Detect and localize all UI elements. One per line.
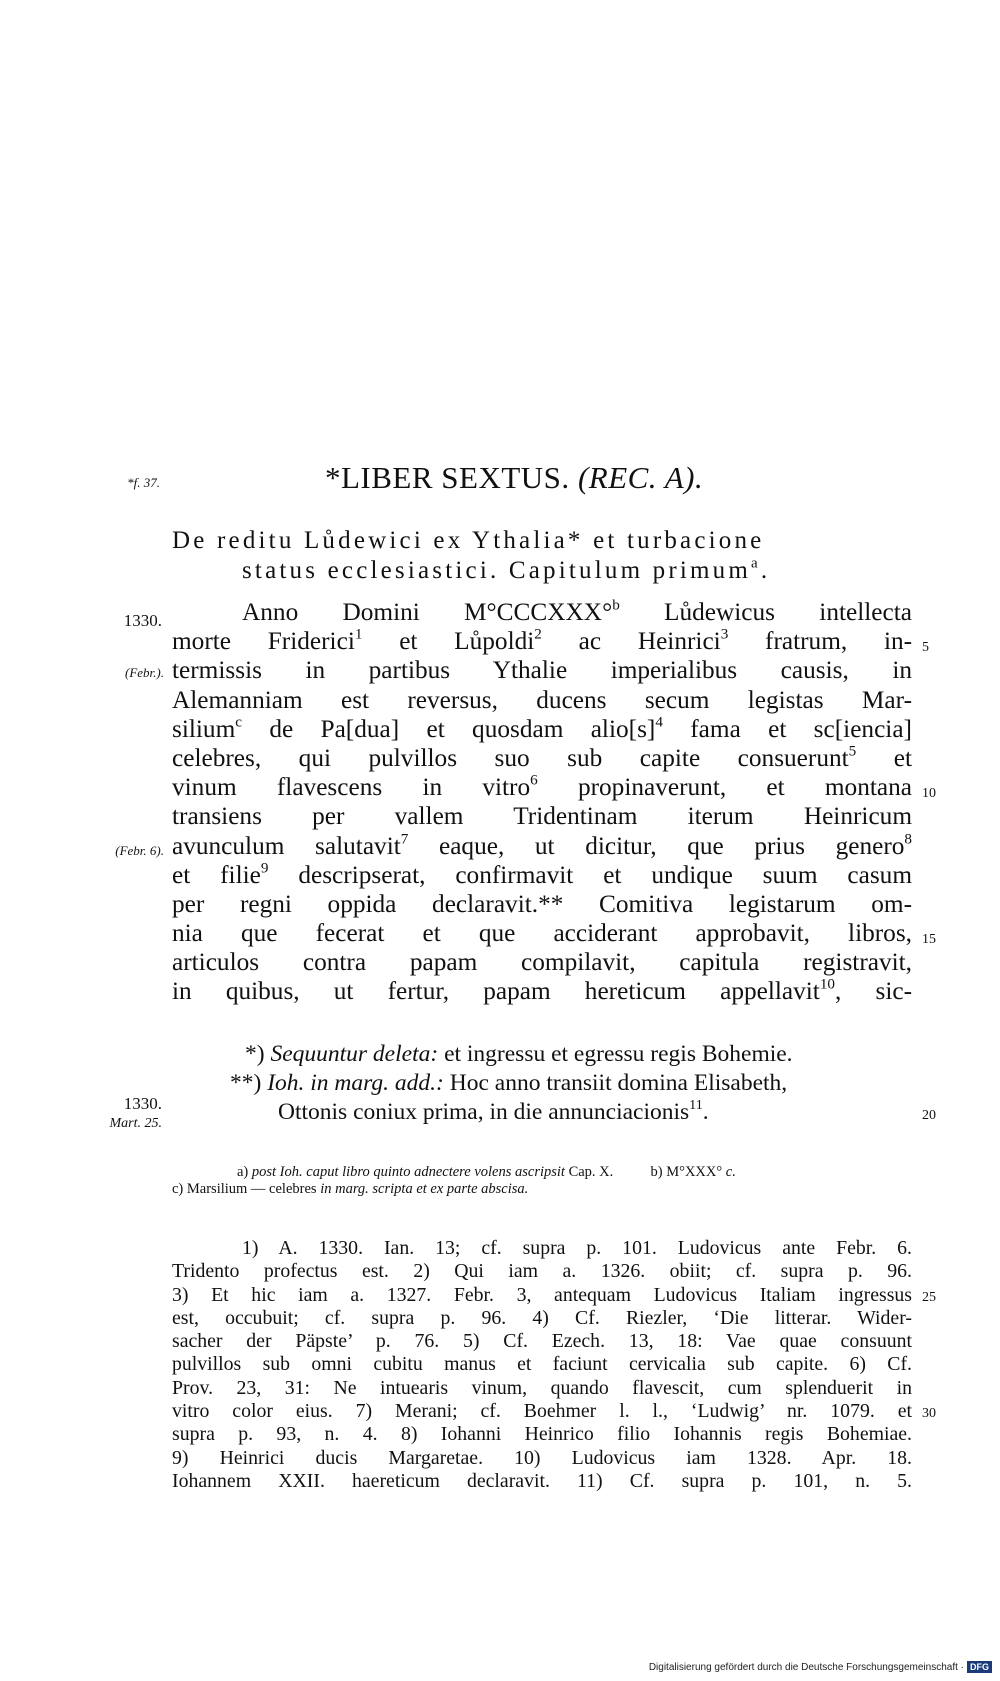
text-line: silium$^c$ de Pa[dua] et quosdam $alio[s]^4$ fama et sc[iencia] bbox=[172, 713, 912, 743]
text-line: avunculum salutavit$^7$ eaque, ut dicitur, que prius genero$^8$ bbox=[172, 829, 912, 860]
footnote-line: sacher der Päpste’ p. 76. 5) Cf. Ezech. 13, 18: Vae quae consuunt bbox=[172, 1330, 912, 1353]
text-line: articulos contra papam compilavit, capitula registravit, bbox=[172, 948, 912, 977]
folio-marker: *f. 37. bbox=[127, 475, 160, 490]
text-line: vinum flavescens in vitro$^6$ propinaverunt, et montana bbox=[172, 771, 912, 802]
footnote-line: vitro color eius. 7) Merani; cf. Boehmer l. l., ‘Ludwig’ nr. 1079. et bbox=[172, 1400, 912, 1423]
book-recension: (REC. A). bbox=[577, 460, 704, 495]
chapter-heading-line: status ecclesiastici. Capitulum primum$^a$. bbox=[242, 555, 771, 584]
text-line: nia que fecerat et que acciderant approbavit, libros, bbox=[172, 919, 912, 948]
footnote-line: Iohannem XXII. haereticum declaravit. 11) Cf. supra p. 101, n. 5. bbox=[172, 1469, 912, 1492]
footnote-line: Prov. 23, 31: Ne intuearis vinum, quando flavescit, cum splenduerit in bbox=[172, 1376, 912, 1399]
main-text bbox=[172, 598, 912, 1007]
starred-note: **) Ioh. in marg. add.: Hoc anno transiit domina Elisabeth, bbox=[230, 1070, 788, 1096]
text-line: Anno Domini M°CCCXXX°$^b$ Lůdewicus intellecta bbox=[242, 596, 912, 626]
line-number: 10 bbox=[922, 786, 936, 801]
footnotes bbox=[172, 1237, 912, 1493]
line-number: 15 bbox=[922, 932, 936, 947]
footnote-line: supra p. 93, n. 4. 8) Iohanni Heinrico filio Iohannis regis Bohemiae. bbox=[172, 1423, 912, 1446]
book-title bbox=[325, 460, 703, 496]
footnote-line: Tridento profectus est. 2) Qui iam a. 1326. obiit; cf. supra p. 96. bbox=[172, 1260, 912, 1283]
text-line: in quibus, ut fertur, papam hereticum appellavit$^{10}$, sic- bbox=[172, 975, 912, 1006]
text-line: Alemanniam est reversus, ducens secum legistas Mar- bbox=[172, 685, 912, 714]
starred-notes bbox=[230, 1040, 915, 1127]
text-line: celebres, qui pulvillos suo sub capite consuerunt$^5$ et bbox=[172, 742, 913, 772]
footnote-line: 3) Et hic iam a. 1327. Febr. 3, antequam Ludovicus Italiam ingressus bbox=[172, 1283, 912, 1306]
margin-year: 1330. bbox=[123, 1094, 162, 1113]
digitization-credit bbox=[649, 1661, 992, 1673]
starred-note: *) Sequuntur deleta: et ingressu et egressu regis Bohemie. bbox=[245, 1041, 793, 1067]
text-line: termissis in partibus Ythalie imperialibus causis, in bbox=[172, 656, 912, 685]
text-line: transiens per vallem Tridentinam iterum Heinricum bbox=[172, 802, 912, 831]
line-number: 5 bbox=[922, 640, 929, 655]
text-line: et filie$^9$ descripserat, confirmavit et undique suum casum bbox=[172, 859, 912, 889]
footnote-line: 9) Heinrici ducis Margaretae. 10) Ludovicus iam 1328. Apr. 18. bbox=[172, 1446, 912, 1469]
margin-date: (Febr.). bbox=[125, 665, 164, 680]
dfg-logo: DFG bbox=[967, 1661, 992, 1673]
line-number: 25 bbox=[922, 1290, 936, 1305]
margin-year: 1330. bbox=[123, 611, 162, 630]
starred-note: Ottonis coniux prima, in die annunciacionis$^{11}$. bbox=[278, 1097, 709, 1125]
variant-line: a) post Ioh. caput libro quinto adnectere volens ascripsit Cap. X. b) M°XXX° c. bbox=[237, 1164, 736, 1180]
text-line: per regni oppida declaravit.** Comitiva legistarum om- bbox=[172, 889, 912, 918]
variant-readings bbox=[172, 1164, 917, 1198]
chapter-heading-line: De reditu Lůdewici ex Ythalia* et turbacione bbox=[172, 527, 765, 554]
variant-line: c) Marsilium — celebres in marg. scripta et ex parte abscisa. bbox=[172, 1181, 529, 1197]
footnote-line: 1) A. 1330. Ian. 13; cf. supra p. 101. Ludovicus ante Febr. 6. bbox=[242, 1237, 912, 1259]
margin-date: (Febr. 6). bbox=[115, 843, 164, 858]
text-line: morte Friderici$^1$ et Lůpoldi$^2$ ac Heinrici$^3$ fratrum, in- bbox=[172, 625, 913, 656]
footnote-line: pulvillos sub omni cubitu manus et faciunt cervicalia sub capite. 6) Cf. bbox=[172, 1353, 912, 1376]
footnote-line: est, occubuit; cf. supra p. 96. 4) Cf. Riezler, ‘Die litterar. Wider- bbox=[172, 1306, 912, 1329]
line-number: 30 bbox=[922, 1406, 936, 1421]
credit-text: Digitalisierung gefördert durch die Deutsche Forschungsgemeinschaft · bbox=[648, 1662, 964, 1673]
margin-date: Mart. 25. bbox=[109, 1116, 162, 1131]
line-number: 20 bbox=[922, 1108, 936, 1123]
book-title-text: *LIBER SEXTUS. bbox=[325, 460, 570, 495]
